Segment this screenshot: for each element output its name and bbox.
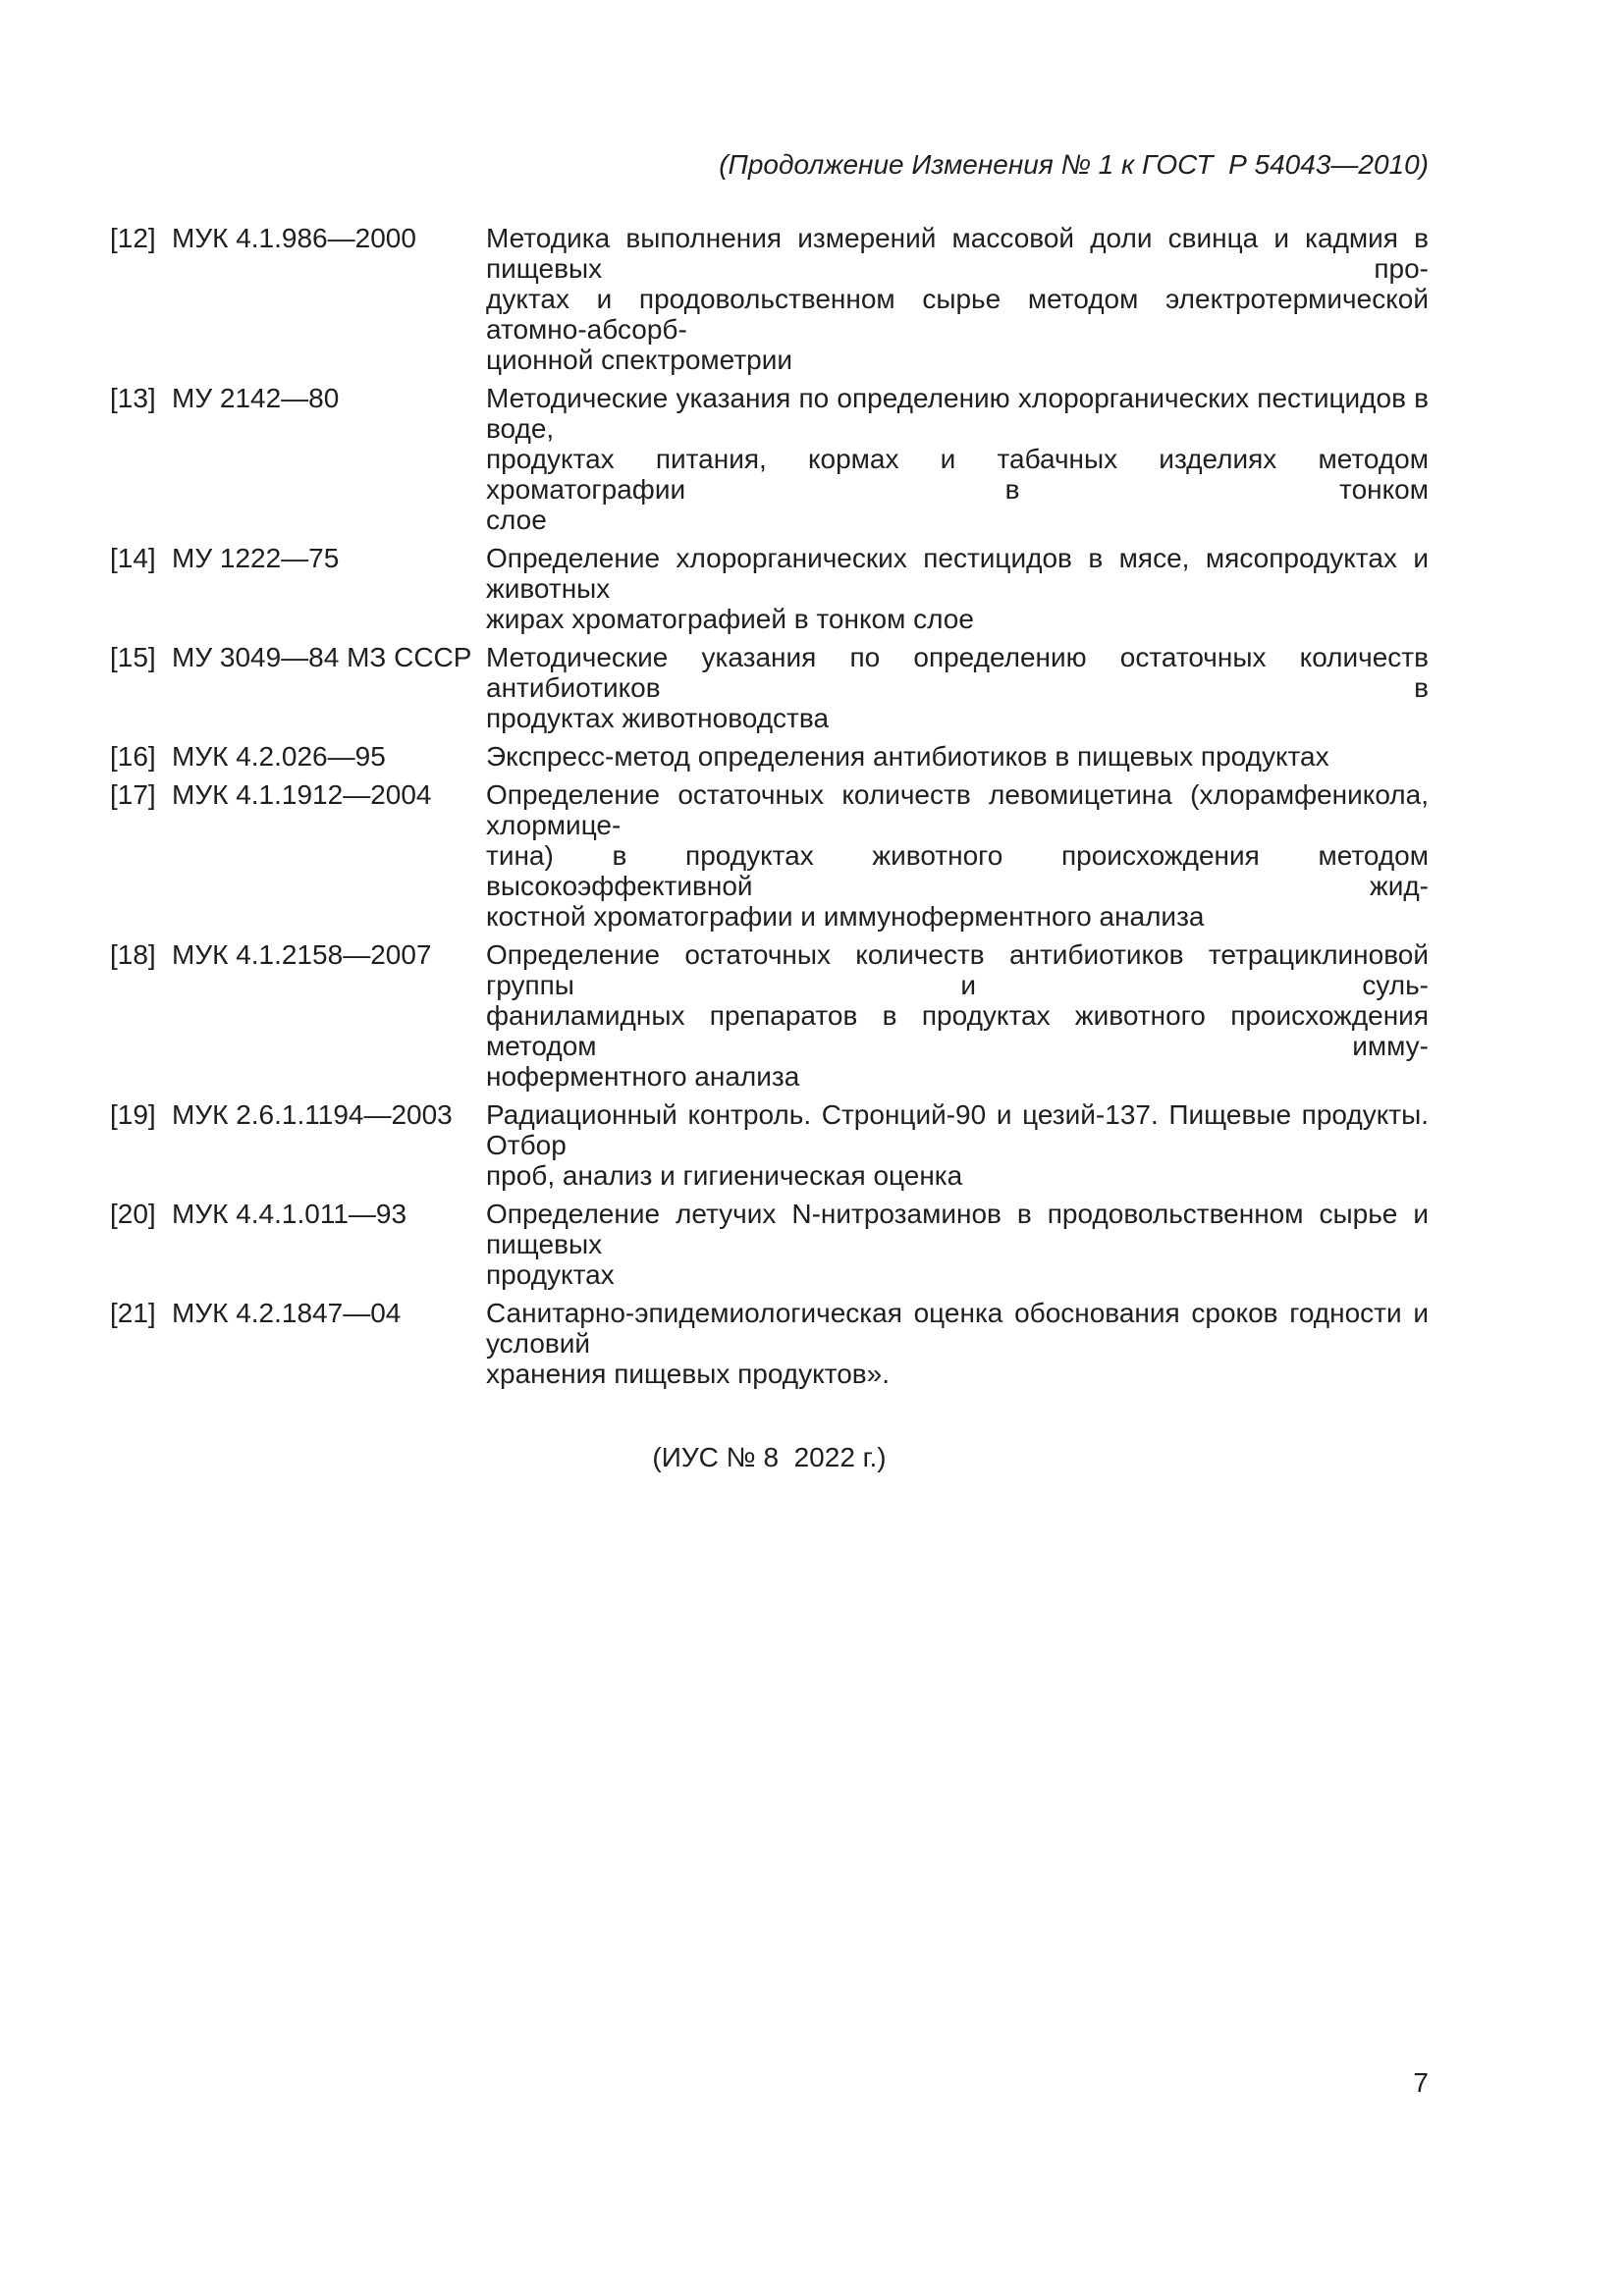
ref-description-line: Методические указания по определению остаточных количеств антибиотиков в: [486, 642, 1429, 703]
reference-row: [110, 543, 1429, 634]
reference-row: [110, 939, 1429, 1092]
ref-number: [15]: [110, 642, 156, 672]
ref-description: [486, 939, 1429, 1092]
ref-code: МУК 4.2.1847—04: [172, 1298, 402, 1328]
ref-number: [21]: [110, 1298, 156, 1328]
ref-description-line: ноферментного анализа: [486, 1061, 800, 1092]
ref-number: [19]: [110, 1099, 156, 1130]
ref-number: [16]: [110, 741, 156, 772]
page-number: 7: [1413, 2067, 1429, 2098]
ref-description-line: дуктах и продовольственном сырье методом электротермической атомно-абсорб-: [486, 284, 1429, 345]
ref-description: [486, 383, 1429, 535]
ref-description-line: Санитарно-эпидемиологическая оценка обоснования сроков годности и условий: [486, 1298, 1429, 1359]
ref-description-line: Определение летучих N-нитрозаминов в продовольственном сырье и пищевых: [486, 1199, 1429, 1259]
ref-description-line: продуктах животноводства: [486, 703, 830, 733]
ref-code: МУК 4.4.1.011—93: [172, 1199, 407, 1229]
ref-description-line: костной хроматографии и иммуноферментного анализа: [486, 901, 1205, 932]
ref-description-line: Определение остаточных количеств левомицетина (хлорамфеникола, хлормице-: [486, 779, 1429, 840]
ref-description-line: продуктах: [486, 1259, 615, 1290]
ref-code: МУ 2142—80: [172, 383, 340, 413]
ref-description: [486, 543, 1429, 634]
ius-note: (ИУС № 8 2022 г.): [652, 1442, 887, 1472]
ref-description-line: жирах хроматографией в тонком слое: [486, 604, 974, 634]
ref-code: МУК 4.1.1912—2004: [172, 779, 432, 810]
page-header: (Продолжение Изменения № 1 к ГОСТ Р 54043—2010): [719, 149, 1429, 180]
ref-description-line: ционной спектрометрии: [486, 345, 793, 375]
ref-number: [13]: [110, 383, 156, 413]
ref-code: МУК 4.1.2158—2007: [172, 939, 432, 970]
reference-row: [110, 383, 1429, 535]
reference-row: [110, 779, 1429, 932]
ref-code: МУК 2.6.1.1194—2003: [172, 1099, 453, 1130]
ref-number: [17]: [110, 779, 156, 810]
ref-description-line: Радиационный контроль. Стронций-90 и цезий-137. Пищевые продукты. Отбор: [486, 1099, 1429, 1160]
ref-code: МУ 1222—75: [172, 543, 340, 573]
reference-row: [110, 1199, 1429, 1290]
ref-description-line: тина) в продуктах животного происхождения методом высокоэффективной жид-: [486, 840, 1429, 901]
ref-description-line: Методические указания по определению хлорорганических пестицидов в воде,: [486, 383, 1429, 444]
reference-row: [110, 1099, 1429, 1191]
ref-code: МУК 4.1.986—2000: [172, 223, 416, 253]
reference-row: [110, 1298, 1429, 1389]
reference-row: [110, 741, 1429, 772]
page-content: [110, 149, 1429, 1472]
ref-description-line: слое: [486, 505, 547, 535]
ref-description: [486, 1099, 1429, 1191]
reference-row: [110, 223, 1429, 375]
ref-number: [14]: [110, 543, 156, 573]
ref-code: МУ 3049—84 МЗ СССР: [172, 642, 472, 672]
ref-description: [486, 223, 1429, 375]
ref-description-line: проб, анализ и гигиеническая оценка: [486, 1160, 963, 1191]
ref-description-line: Определение хлорорганических пестицидов в мясе, мясопродуктах и животных: [486, 543, 1429, 604]
ref-description-line: фаниламидных препаратов в продуктах животного происхождения методом имму-: [486, 1000, 1429, 1061]
ref-description-line: хранения пищевых продуктов».: [486, 1359, 891, 1389]
ref-description: [486, 741, 1429, 772]
ref-description-line: Методика выполнения измерений массовой доли свинца и кадмия в пищевых про-: [486, 223, 1429, 284]
ref-description-line: продуктах питания, кормах и табачных изделиях методом хроматографии в тонком: [486, 444, 1429, 505]
ref-number: [18]: [110, 939, 156, 970]
ref-description: [486, 779, 1429, 932]
ref-description-line: Определение остаточных количеств антибиотиков тетрациклиновой группы и суль-: [486, 939, 1429, 1000]
references-list: [110, 223, 1429, 1389]
ref-description-line: Экспресс-метод определения антибиотиков в пищевых продуктах: [486, 741, 1329, 772]
ref-number: [12]: [110, 223, 156, 253]
ref-description: [486, 1298, 1429, 1389]
reference-row: [110, 642, 1429, 733]
ref-code: МУК 4.2.026—95: [172, 741, 386, 772]
ref-description: [486, 1199, 1429, 1290]
ref-description: [486, 642, 1429, 733]
ref-number: [20]: [110, 1199, 156, 1229]
